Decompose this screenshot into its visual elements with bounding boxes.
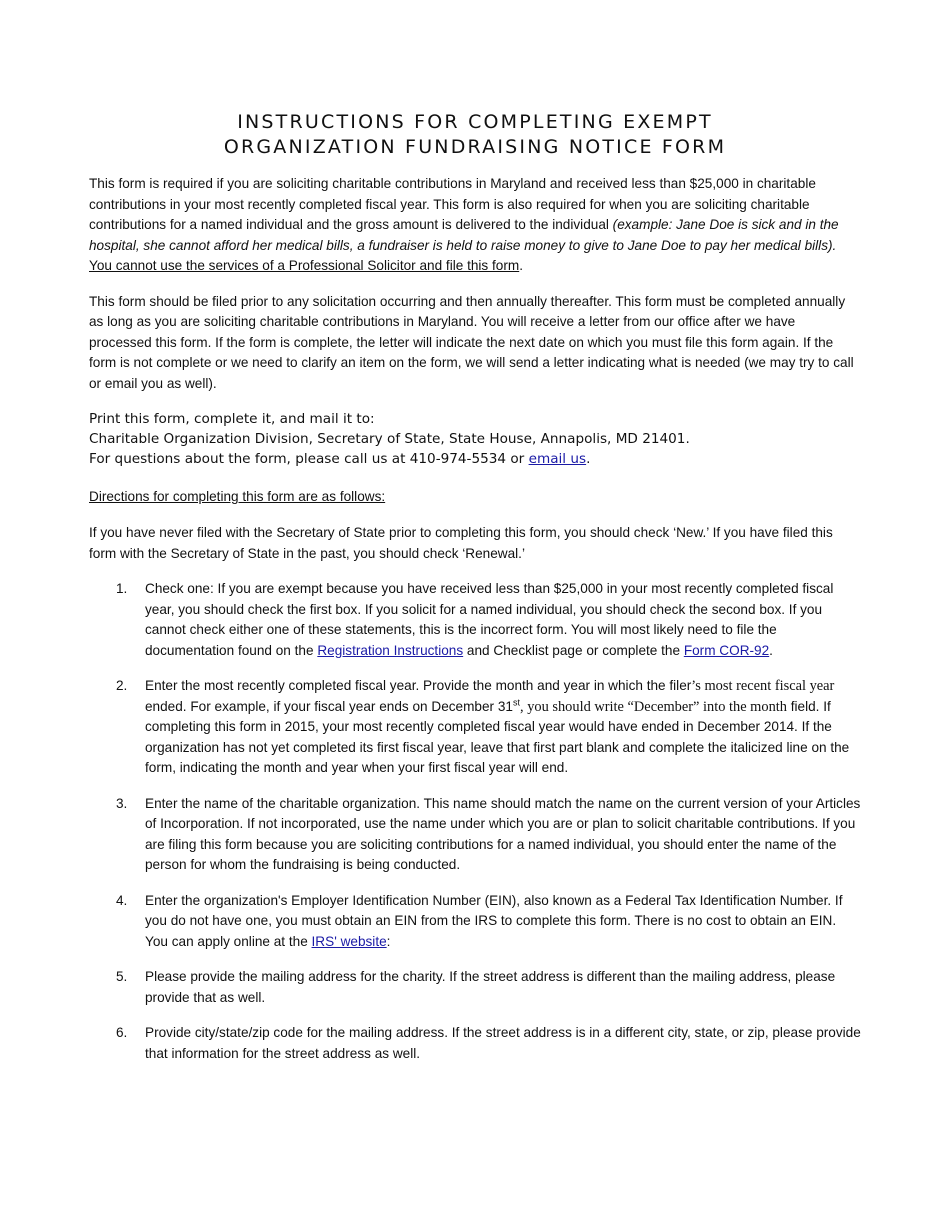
contact-text: For questions about the form, please call us at 410-974-5534 or — [89, 451, 529, 467]
intro-p1-text: This form is required if you are soliciting charitable contributions in Maryland and received less than $25,000 in charitable contributions in your most recently completed fiscal year. This form is also required for when you are soliciting charitable contributions for a named individual and the gross amount is delivered to the individual — [89, 176, 816, 232]
intro-p1-end: . — [519, 258, 523, 273]
step-2-superscript: st — [512, 696, 520, 707]
list-item — [89, 579, 861, 661]
step-4-text-b: : — [386, 933, 391, 949]
step-number: 5. — [116, 969, 128, 984]
directions-heading: Directions for completing this form are as follows: — [89, 489, 386, 504]
list-item — [89, 794, 861, 876]
step-number: 2. — [116, 678, 128, 693]
intro-paragraph-1 — [89, 174, 861, 277]
title-line-1: INSTRUCTIONS FOR COMPLETING EXEMPT — [237, 111, 713, 133]
irs-website-link[interactable]: IRS' website — [311, 933, 387, 949]
directions-intro: If you have never filed with the Secretary of State prior to completing this form, you should check ‘New.’ If you have filed this form with the Secretary of State in the past, you should check ‘Renewal.’ — [89, 525, 833, 561]
step-number: 4. — [116, 892, 128, 908]
step-1-text-c: . — [769, 642, 773, 658]
intro-paragraph-2: This form should be filed prior to any solicitation occurring and then annually thereafter. This form must be completed annually as long as you are soliciting charitable contributions in Maryland. You will receive a letter from our office after we have processed this form. If the form is complete, the letter will indicate the next date on which you must file this form again. If the form is not complete or we need to clarify an item on the form, we will send a letter indicating what is needed (we may try to call or email you as well). — [89, 293, 854, 391]
step-1-text-a: Check one: If you are exempt because you have received less than $25,000 in your most recently completed fiscal year, you should check the first box. If you solicit for a named individual, you should check the second box. If you cannot check either one of these statements, this is the incorrect form. You will most likely need to file the documentation found on the — [145, 581, 834, 658]
mailing-instructions — [89, 409, 861, 469]
step-6-text: Provide city/state/zip code for the mailing address. If the street address is in a different city, state, or zip, please provide that information for the street address as well. — [145, 1025, 861, 1061]
step-2-text-c: field. If completing this form in 2015, your most recently completed fiscal year would have ended in December 2014. If the organization has not yet completed its first fiscal year, leave that first part blank and complete the italicized line on the form, indicating the month and year when your first fiscal year will end. — [145, 698, 850, 775]
email-us-link[interactable]: email us — [528, 451, 587, 467]
list-item — [89, 676, 861, 779]
registration-instructions-link[interactable]: Registration Instructions — [317, 642, 464, 658]
mailing-contact — [89, 449, 861, 469]
step-3-text: Enter the name of the charitable organization. This name should match the name on the current version of your Articles of Incorporation. If not incorporated, use the name under which you are or plan to solicit charitable contributions. If you are filing this form because you are soliciting contributions for a named individual, you should enter the name of the person for whom the fundraising is being conducted. — [145, 795, 861, 872]
step-5-text: Please provide the mailing address for the charity. If the street address is different than the mailing address, please provide that as well. — [145, 969, 836, 1005]
step-2-text-b: ended. For example, if your fiscal year ends on December 31 — [145, 698, 513, 714]
step-number: 6. — [116, 1025, 128, 1040]
list-item — [89, 967, 861, 1008]
page-title — [89, 110, 861, 160]
step-4-text-a: Enter the organization's Employer Identification Number (EIN), also known as a Federal Tax Identification Number. If you do not have one, you must obtain an EIN from the IRS to complete this form. There is no cost to obtain an EIN. You can apply online at the — [145, 892, 843, 949]
contact-end: . — [586, 451, 591, 467]
step-2-serif-2: , you should write “December” into the month — [520, 698, 787, 715]
document-page — [89, 110, 861, 1079]
step-2-serif-1: ’s most recent fiscal year — [691, 678, 835, 694]
step-2-text-a: Enter the most recently completed fiscal year. Provide the month and year in which the filer — [145, 678, 692, 693]
intro-p1-solicitor-note: You cannot use the services of a Professional Solicitor and file this form — [89, 258, 520, 273]
intro-p1-example: (example: Jane Doe is sick and in the hospital, she cannot afford her medical bills, a fundraiser is held to raise money to give to Jane Doe to pay her medical bills). — [89, 217, 839, 253]
list-item — [89, 1023, 861, 1064]
title-line-2: ORGANIZATION FUNDRAISING NOTICE FORM — [223, 136, 727, 158]
mailing-line-1: Print this form, complete it, and mail it to: — [89, 411, 375, 427]
step-1-text-b: and Checklist page or complete the — [463, 642, 684, 658]
step-number: 1. — [116, 581, 128, 596]
form-cor-92-link[interactable]: Form COR-92 — [683, 642, 770, 658]
directions-list — [89, 579, 861, 1064]
mailing-address: Charitable Organization Division, Secretary of State, State House, Annapolis, MD 21401. — [89, 431, 690, 447]
step-number: 3. — [116, 795, 128, 811]
list-item — [89, 891, 861, 953]
